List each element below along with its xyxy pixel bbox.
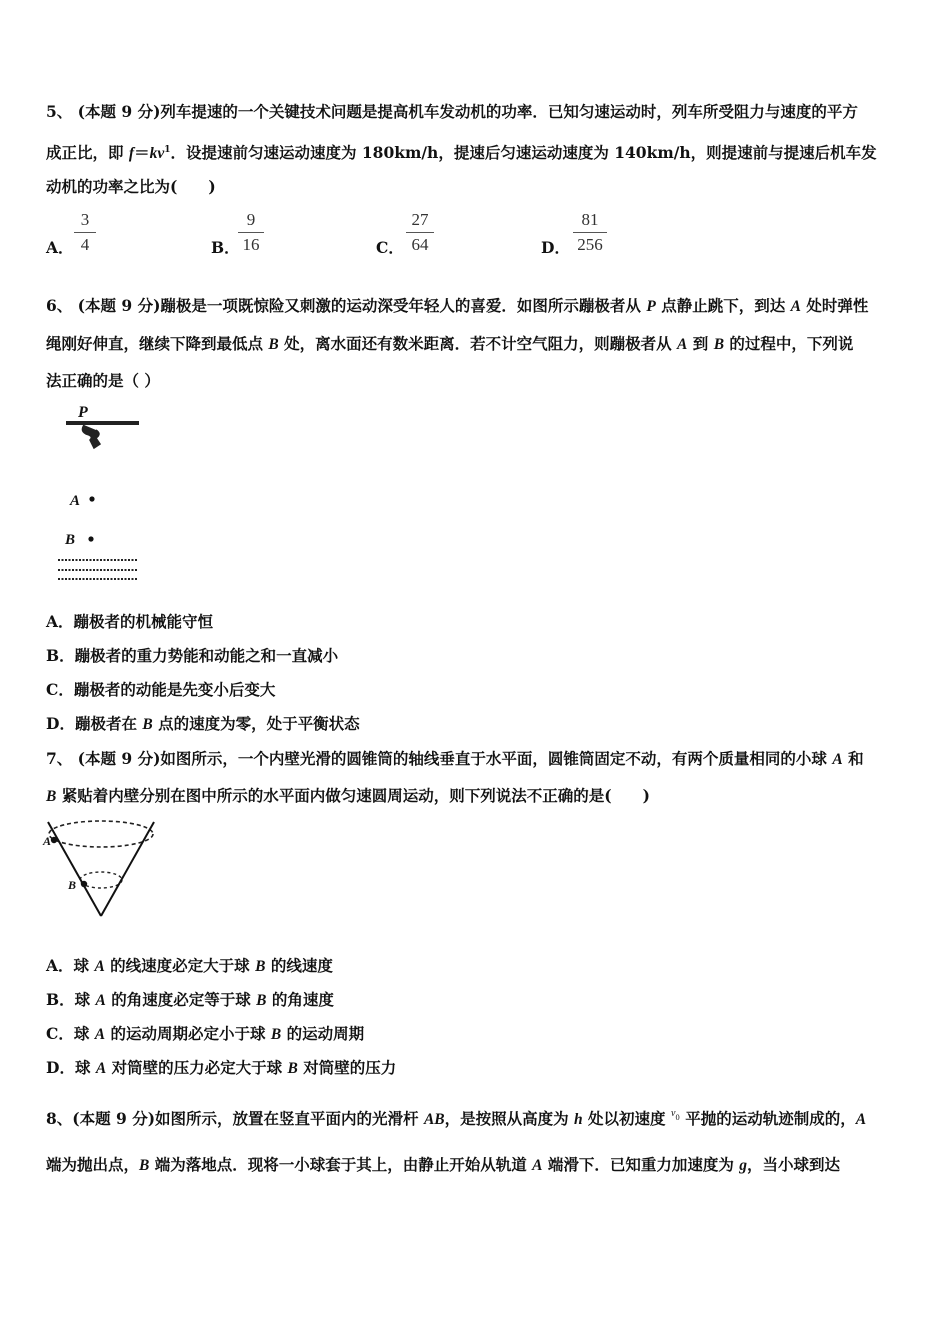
q6-line-2: 绳刚好伸直，继续下降到最低点 B 处，离水面还有数米距离．若不计空气阻力，则蹦极者从 A 到 B 的过程中，下列说: [46, 334, 854, 353]
ball-b: [81, 881, 87, 887]
ball-a: [51, 837, 57, 843]
q5-option-d-label: D．: [541, 238, 570, 257]
point-a-dot: [89, 496, 94, 501]
bungee-figure: [54, 398, 149, 588]
cone-figure: [40, 818, 160, 922]
platform-bar: [66, 421, 139, 425]
q5-option-a-fraction: 3 4: [74, 210, 96, 255]
q7-option-d: D．球 A 对筒壁的压力必定大于球 B 对筒壁的压力: [46, 1058, 397, 1077]
q5-line-3: 动机的功率之比为( ): [46, 177, 216, 196]
cone-right-wall: [101, 822, 154, 916]
fig-label-p: P: [78, 404, 88, 421]
q5-option-c-label: C．: [376, 238, 404, 257]
point-b-dot: [88, 536, 93, 541]
fig-label-b: B: [68, 878, 77, 892]
q5-option-a-label: A．: [46, 238, 74, 257]
q7-line-2: B 紧贴着内壁分别在图中所示的水平面内做匀速圆周运动，则下列说法不正确的是( ): [46, 786, 650, 805]
q6-option-d: D．蹦极者在 B 点的速度为零，处于平衡状态: [46, 714, 360, 733]
circle-a-path: [49, 821, 153, 847]
q5-option-b-fraction: 9 16: [238, 210, 264, 255]
cone-left-wall: [48, 822, 101, 916]
fig-label-a: A: [43, 834, 52, 848]
jumper-icon: [82, 425, 100, 448]
q7-option-a: A．球 A 的线速度必定大于球 B 的线速度: [46, 956, 333, 975]
q5-line-2: 成正比，即 $f=kv^1$．设提速前匀速运动速度为 180km/h，提速后匀速运动速度为 140km/h，则提速前与提速后机车发: [46, 143, 877, 162]
q6-option-a: A．蹦极者的机械能守恒: [46, 612, 214, 631]
q7-option-c: C．球 A 的运动周期必定小于球 B 的运动周期: [46, 1024, 365, 1043]
q6-line-3: 法正确的是（ ）: [46, 371, 160, 390]
q8-line-1: 8、(本题 9 分)如图所示，放置在竖直平面内的光滑杆 AB，是按照从高度为 h 处以初速度 $^v_0$ 平抛的运动轨迹制成的，A: [46, 1108, 867, 1128]
q5-line-1: 5、 (本题 9 分)列车提速的一个关键技术问题是提高机车发动机的功率．已知匀速运动时，列车所受阻力与速度的平方: [46, 102, 858, 121]
fig-label-a: A: [70, 493, 81, 509]
q8-line-2: 端为抛出点，B 端为落地点．现将一小球套于其上，由静止开始从轨道 A 端滑下．已知重力加速度为 g，当小球到达: [46, 1155, 841, 1174]
q5-option-d-fraction: 81 256: [573, 210, 607, 255]
q6-option-b: B．蹦极者的重力势能和动能之和一直减小: [46, 646, 339, 665]
q6-option-c: C．蹦极者的动能是先变小后变大: [46, 680, 276, 699]
q7-option-b: B．球 A 的角速度必定等于球 B 的角速度: [46, 990, 334, 1009]
q7-line-1: 7、 (本题 9 分)如图所示，一个内壁光滑的圆锥筒的轴线垂直于水平面，圆锥筒固定不动，有两个质量相同的小球 A 和: [46, 749, 864, 768]
q5-option-c-fraction: 27 64: [406, 210, 434, 255]
q5-option-b-label: B．: [211, 238, 240, 257]
fig-label-b: B: [65, 532, 76, 548]
q6-line-1: 6、 (本题 9 分)蹦极是一项既惊险又刺激的运动深受年轻人的喜爱．如图所示蹦极者从 P 点静止跳下，到达 A 处时弹性: [46, 296, 869, 315]
